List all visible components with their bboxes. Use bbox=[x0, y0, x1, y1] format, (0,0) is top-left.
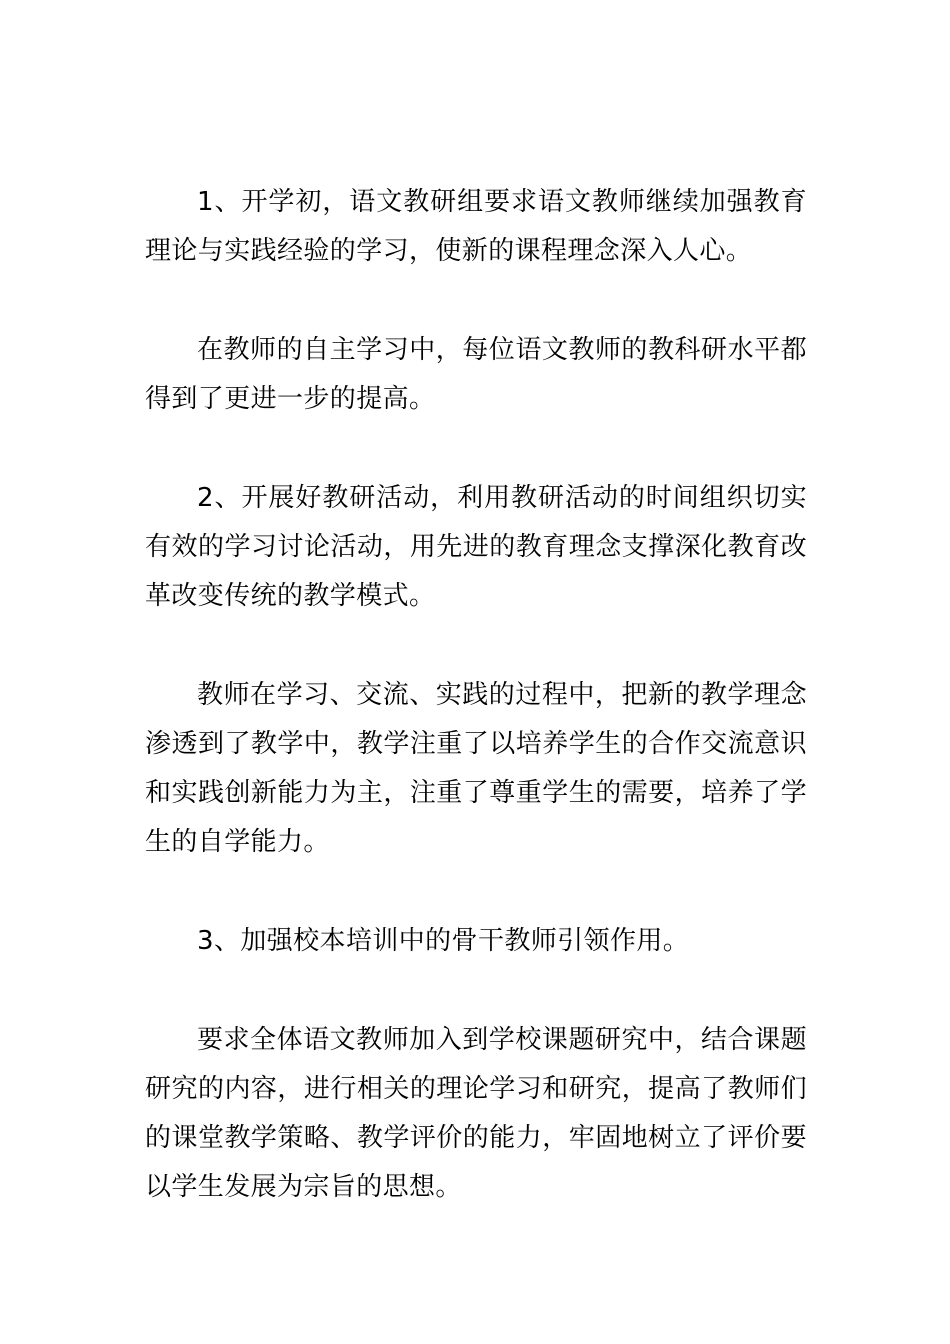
paragraph-self-study: 在教师的自主学习中，每位语文教师的教科研水平都得到了更进一步的提高。 bbox=[145, 335, 807, 414]
paragraph-item-1-study: 1、开学初，语文教研组要求语文教师继续加强教育理论与实践经验的学习，使新的课程理念深入人心。 bbox=[145, 187, 807, 266]
paragraph-practice: 教师在学习、交流、实践的过程中，把新的教学理念渗透到了教学中，教学注重了以培养学生的合作交流意识和实践创新能力为主，注重了尊重学生的需要，培养了学生的自学能力。 bbox=[145, 680, 807, 857]
paragraph-item-3-training: 3、加强校本培训中的骨干教师引领作用。 bbox=[197, 926, 690, 956]
document-body bbox=[145, 178, 807, 1262]
paragraph-research: 要求全体语文教师加入到学校课题研究中，结合课题研究的内容，进行相关的理论学习和研究，提高了教师们的课堂教学策略、教学评价的能力，牢固地树立了评价要以学生发展为宗旨的思想。 bbox=[145, 1025, 807, 1202]
paragraph-item-2-activities: 2、开展好教研活动，利用教研活动的时间组织切实有效的学习讨论活动，用先进的教育理念支撑深化教育改革改变传统的教学模式。 bbox=[145, 483, 807, 611]
